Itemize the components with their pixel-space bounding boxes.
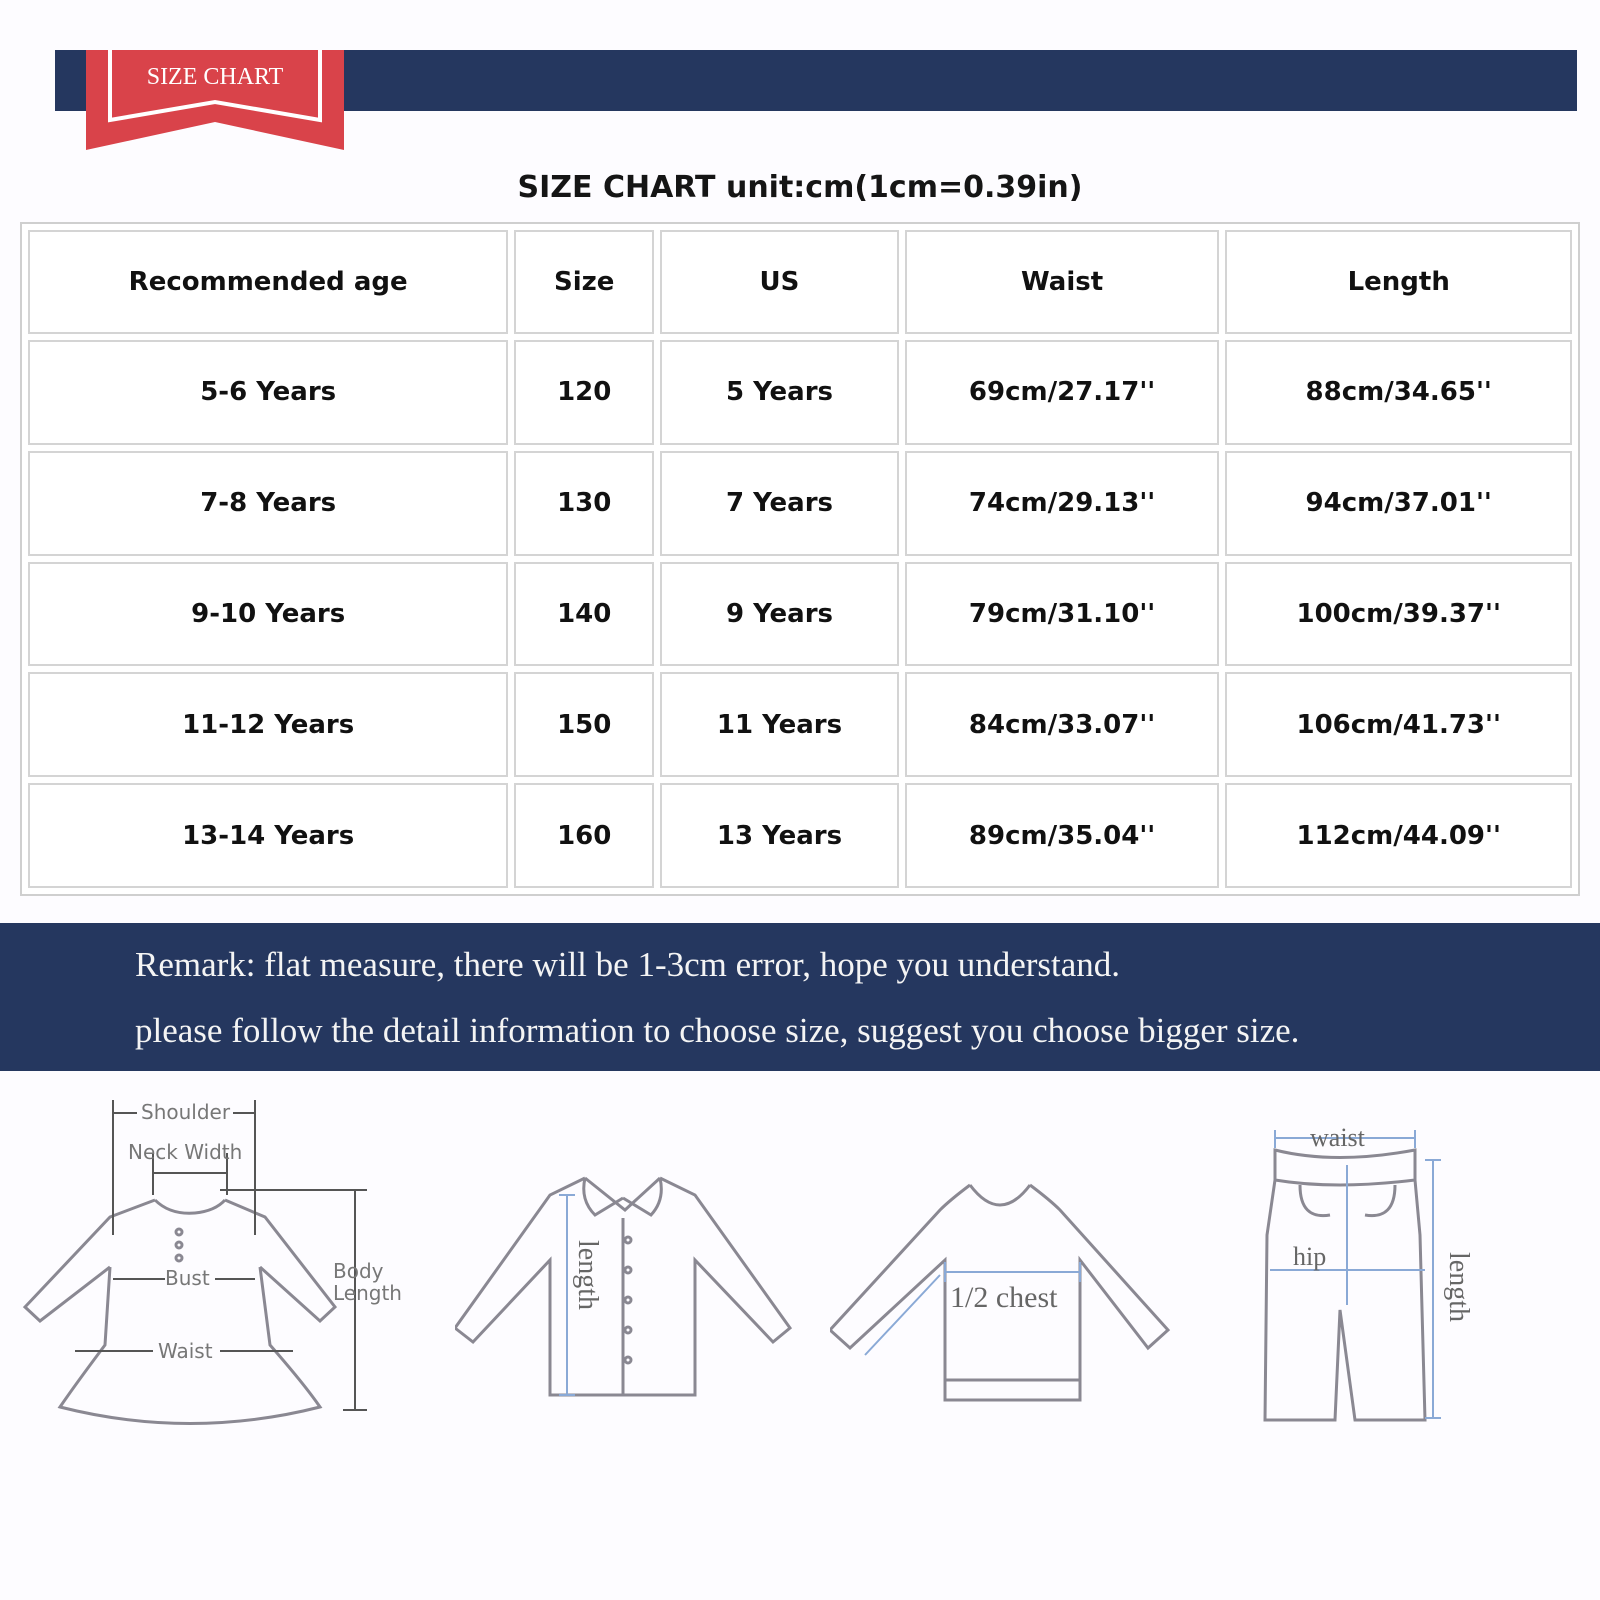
cell-waist: 79cm/31.10'' — [905, 562, 1220, 667]
pants-diagram — [1255, 1120, 1495, 1430]
shirt-length-label: length — [572, 1240, 603, 1310]
dress-bust-label: Bust — [165, 1266, 210, 1290]
size-table — [20, 222, 1580, 896]
table-row — [28, 562, 1572, 667]
table-row — [28, 783, 1572, 888]
remark-line-1: Remark: flat measure, there will be 1-3cm error, hope you understand. — [135, 945, 1121, 984]
cell-waist: 69cm/27.17'' — [905, 340, 1220, 445]
cell-age: 13-14 Years — [28, 783, 508, 888]
table-title: SIZE CHART unit:cm(1cm=0.39in) — [517, 170, 1083, 205]
header-length: Length — [1225, 230, 1572, 334]
cell-us: 5 Years — [660, 340, 899, 445]
cell-length: 100cm/39.37'' — [1225, 562, 1572, 667]
cell-size: 120 — [514, 340, 654, 445]
pants-hip-label: hip — [1293, 1242, 1327, 1271]
cell-us: 13 Years — [660, 783, 899, 888]
dress-shoulder-label: Shoulder — [141, 1100, 231, 1124]
remark-banner — [0, 923, 1600, 1071]
dress-diagram — [15, 1095, 415, 1450]
header-us: US — [660, 230, 899, 334]
cell-length: 88cm/34.65'' — [1225, 340, 1572, 445]
dress-body-label: Body — [333, 1259, 384, 1283]
remark-line-2: please follow the detail information to choose size, suggest you choose bigger size. — [135, 1011, 1300, 1050]
cell-age: 7-8 Years — [28, 451, 508, 556]
table-header-row — [28, 230, 1572, 334]
cell-size: 140 — [514, 562, 654, 667]
dress-waist-label: Waist — [158, 1339, 213, 1363]
header-waist: Waist — [905, 230, 1220, 334]
cell-us: 7 Years — [660, 451, 899, 556]
table-row — [28, 340, 1572, 445]
sweater-diagram — [830, 1180, 1190, 1410]
table-row — [28, 451, 1572, 556]
cell-length: 112cm/44.09'' — [1225, 783, 1572, 888]
ribbon-label: SIZE CHART — [146, 64, 284, 90]
cell-age: 5-6 Years — [28, 340, 508, 445]
dress-length-label: Length — [333, 1281, 402, 1305]
shirt-diagram — [455, 1170, 805, 1410]
header-recommended-age: Recommended age — [28, 230, 508, 334]
header-size: Size — [514, 230, 654, 334]
size-chart-ribbon — [86, 50, 344, 150]
cell-size: 150 — [514, 672, 654, 777]
sweater-half-chest-label: 1/2 chest — [950, 1281, 1058, 1314]
dress-neck-width-label: Neck Width — [128, 1140, 243, 1164]
cell-length: 94cm/37.01'' — [1225, 451, 1572, 556]
cell-us: 11 Years — [660, 672, 899, 777]
cell-size: 130 — [514, 451, 654, 556]
table-row — [28, 672, 1572, 777]
cell-us: 9 Years — [660, 562, 899, 667]
pants-waist-label: waist — [1310, 1123, 1365, 1152]
cell-waist: 89cm/35.04'' — [905, 783, 1220, 888]
cell-waist: 74cm/29.13'' — [905, 451, 1220, 556]
cell-size: 160 — [514, 783, 654, 888]
cell-age: 11-12 Years — [28, 672, 508, 777]
pants-length-label: length — [1443, 1252, 1474, 1322]
cell-age: 9-10 Years — [28, 562, 508, 667]
cell-waist: 84cm/33.07'' — [905, 672, 1220, 777]
cell-length: 106cm/41.73'' — [1225, 672, 1572, 777]
